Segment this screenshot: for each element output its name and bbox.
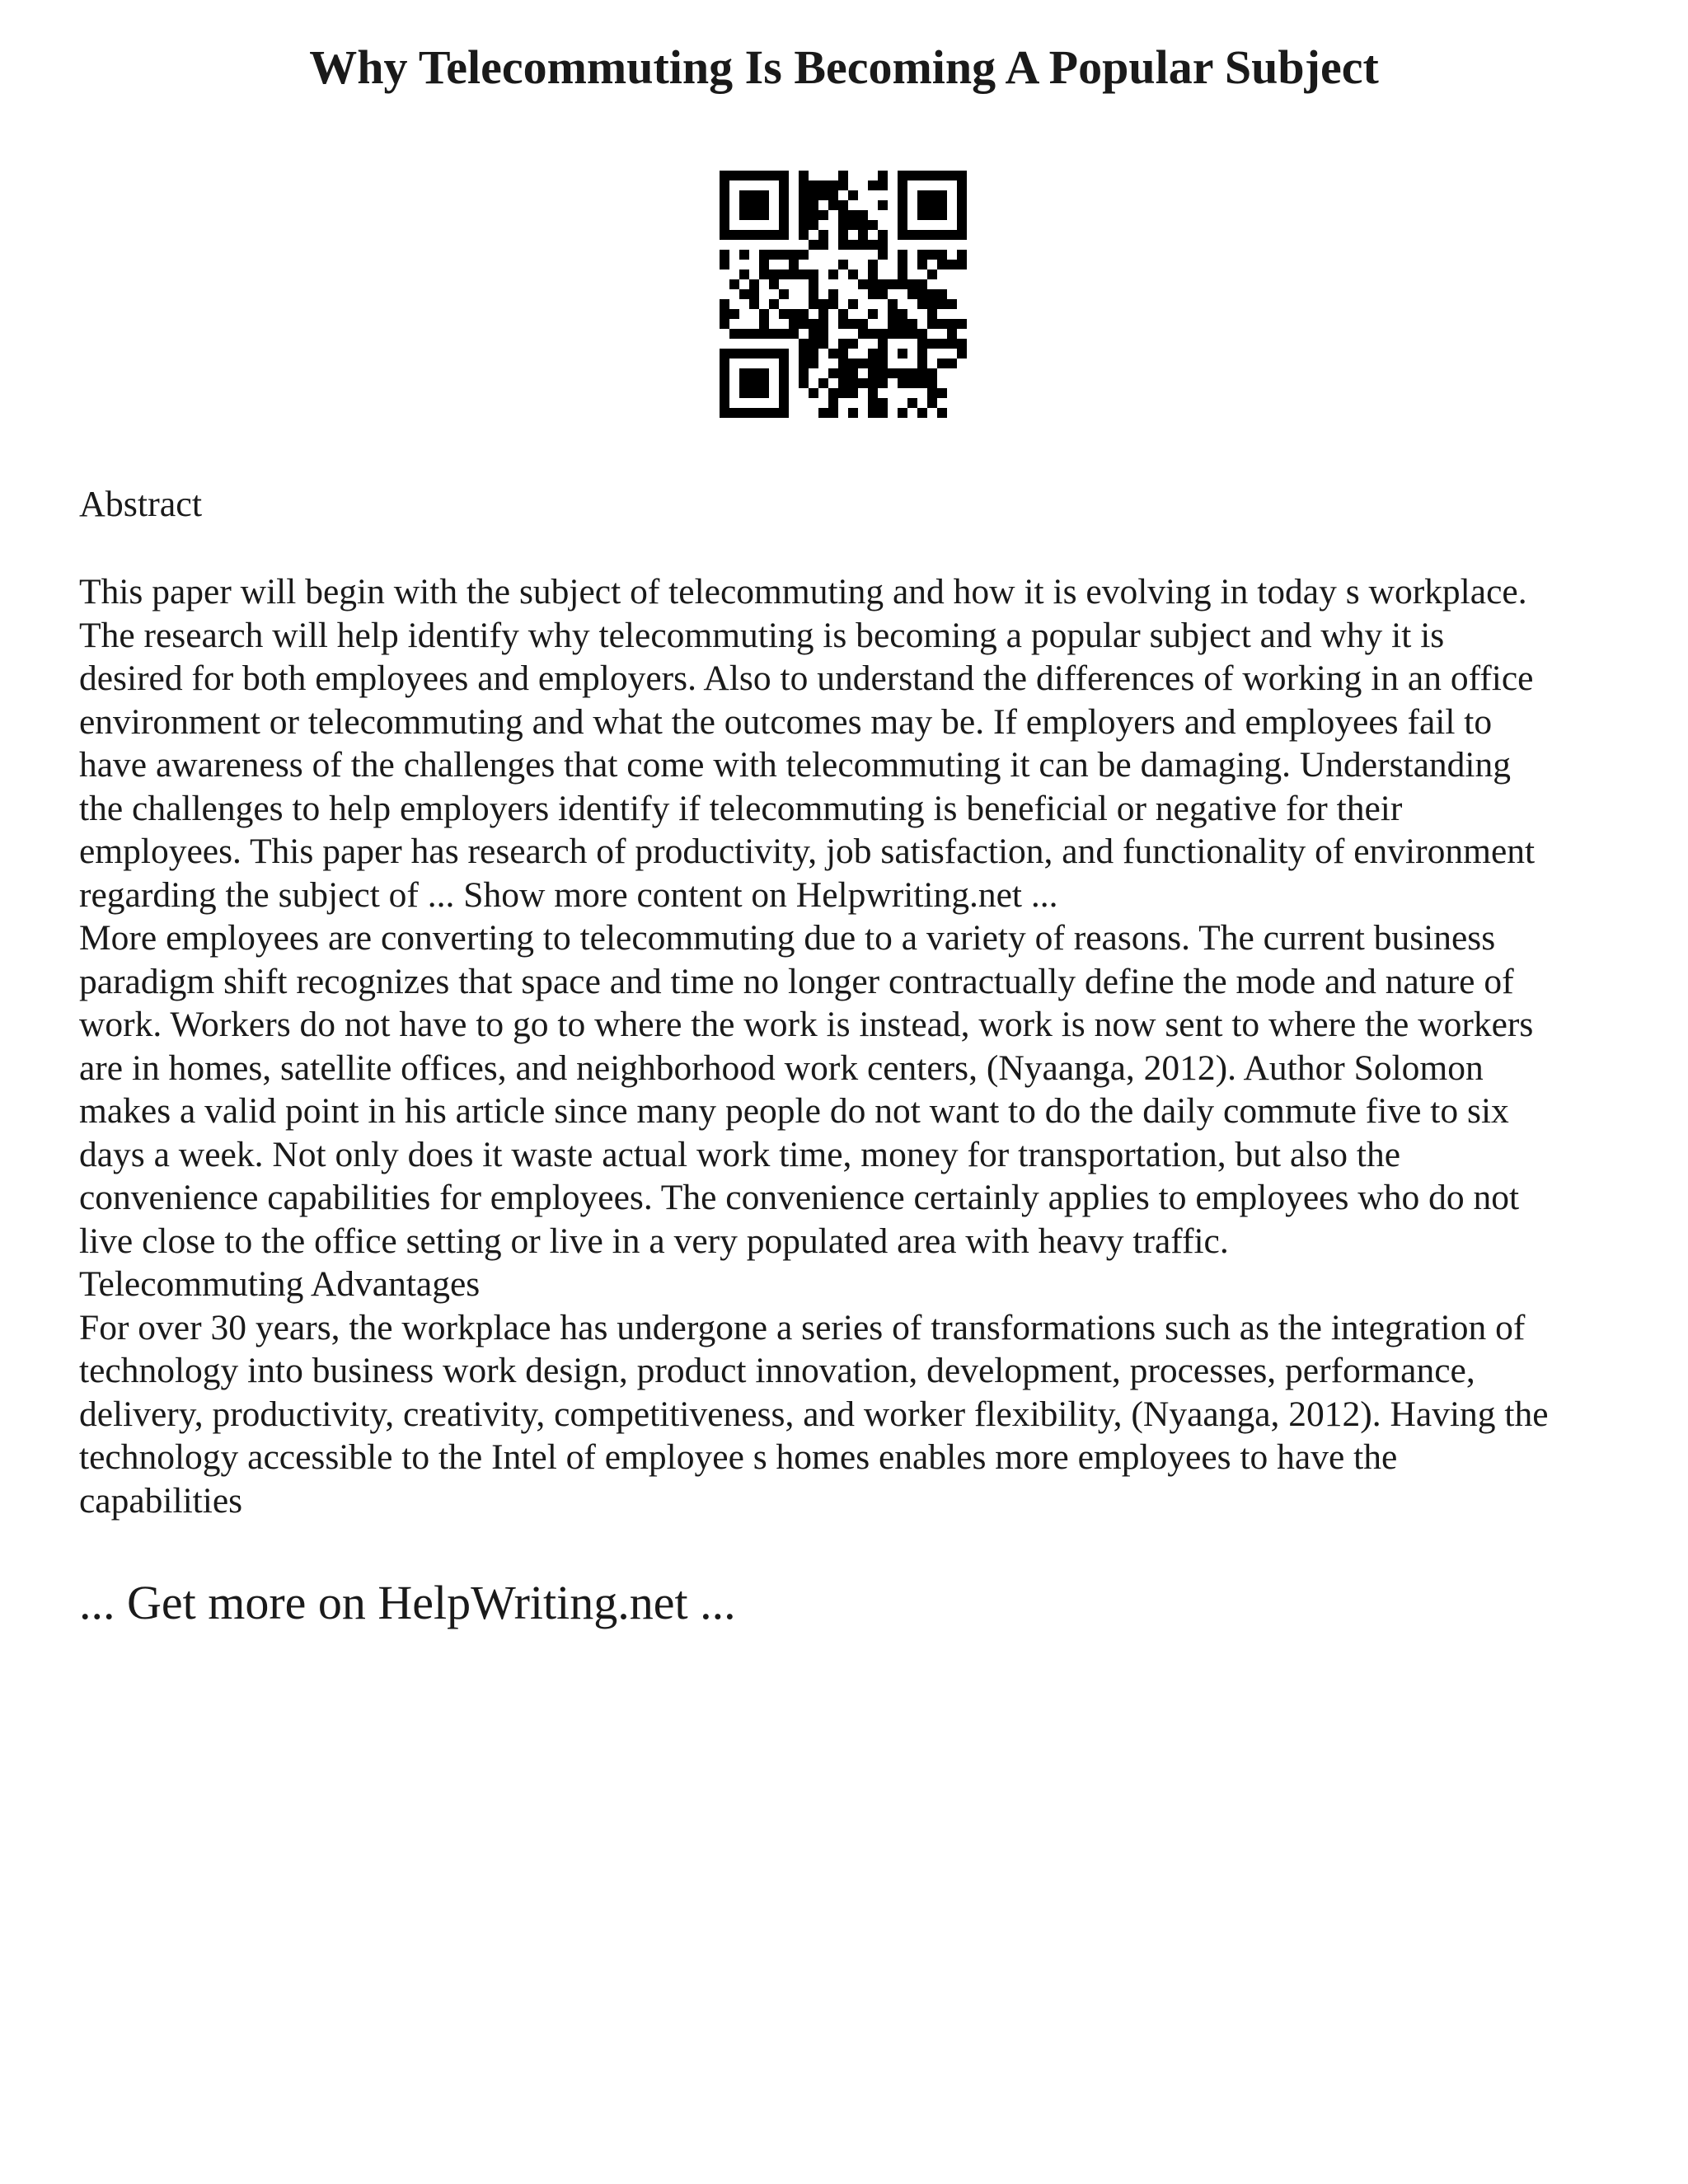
text-line: The research will help identify why telecommuting is becoming a popular subject and why it is xyxy=(79,615,1445,655)
text-line: technology accessible to the Intel of employee s homes enables more employees to have the xyxy=(79,1437,1398,1477)
qr-code xyxy=(720,171,967,418)
text-line: makes a valid point in his article since many people do not want to do the daily commute five to six xyxy=(79,1091,1509,1131)
text-line: convenience capabilities for employees. The convenience certainly applies to employees who do not xyxy=(79,1178,1520,1217)
text-line: More employees are converting to telecommuting due to a variety of reasons. The current business xyxy=(79,918,1496,958)
text-line: employees. This paper has research of productivity, job satisfaction, and functionality of environment xyxy=(79,832,1536,871)
text-line: regarding the subject of ... Show more content on Helpwriting.net ... xyxy=(79,874,1058,915)
text-line: have awareness of the challenges that come with telecommuting it can be damaging. Understanding xyxy=(79,745,1512,785)
document-title: Why Telecommuting Is Becoming A Popular Subject xyxy=(309,40,1379,94)
get-more-link[interactable]: ... Get more on HelpWriting.net ... xyxy=(79,1576,736,1629)
paragraph-advantages xyxy=(79,1306,1645,1523)
text-line: work. Workers do not have to go to where the work is instead, work is now sent to where the workers xyxy=(79,1005,1534,1044)
text-line: For over 30 years, the workplace has undergone a series of transformations such as the integration of xyxy=(79,1307,1526,1347)
paragraph-intro xyxy=(79,570,1645,916)
text-line: paradigm shift recognizes that space and time no longer contractually define the mode and nature of xyxy=(79,961,1514,1001)
text-line: are in homes, satellite offices, and neighborhood work centers, (Nyaanga, 2012). Author Solomon xyxy=(79,1047,1484,1088)
paragraph-reasons xyxy=(79,916,1645,1263)
abstract-heading: Abstract xyxy=(79,484,203,524)
text-line: live close to the office setting or live in a very populated area with heavy traffic. xyxy=(79,1221,1229,1261)
text-line: delivery, productivity, creativity, competitiveness, and worker flexibility, (Nyaanga, 2012). Having the xyxy=(79,1394,1549,1434)
text-line: desired for both employees and employers. Also to understand the differences of working in an office xyxy=(79,658,1534,698)
text-line: capabilities xyxy=(79,1480,243,1521)
body-text xyxy=(79,570,1645,1522)
section-heading: Telecommuting Advantages xyxy=(79,1264,481,1304)
text-line: technology into business work design, product innovation, development, processes, performance, xyxy=(79,1351,1475,1390)
section-heading-advantages xyxy=(79,1263,1645,1306)
text-line: days a week. Not only does it waste actual work time, money for transportation, but also the xyxy=(79,1134,1401,1174)
text-line: the challenges to help employers identify if telecommuting is beneficial or negative for their xyxy=(79,788,1403,828)
text-line: environment or telecommuting and what the outcomes may be. If employers and employees fail to xyxy=(79,701,1493,742)
text-line: This paper will begin with the subject of telecommuting and how it is evolving in today s workplace. xyxy=(79,572,1527,612)
